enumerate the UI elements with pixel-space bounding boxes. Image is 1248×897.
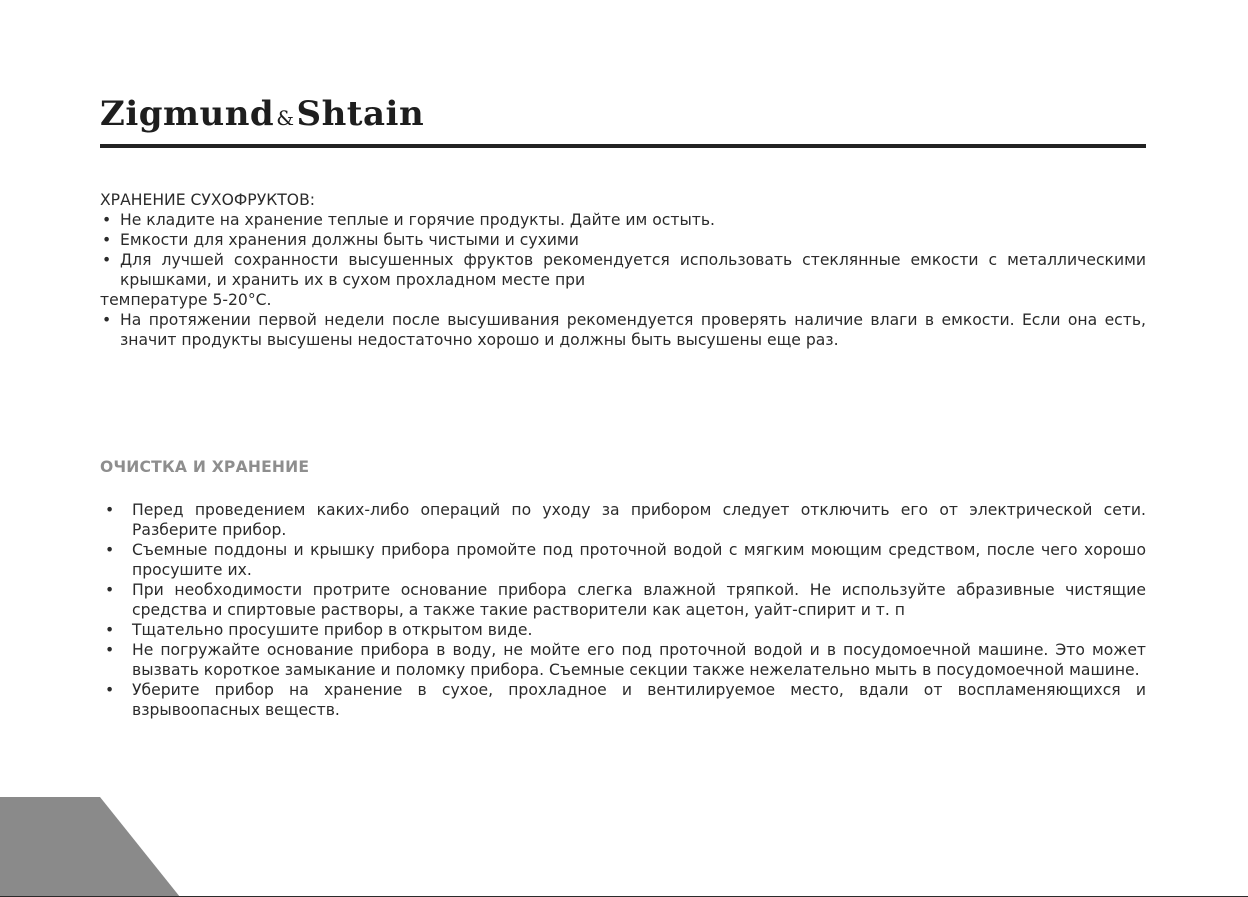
list-item <box>100 210 1146 230</box>
storage-section <box>100 190 1146 350</box>
list-item <box>100 310 1146 350</box>
list-item-text: Перед проведением каких-либо операций по уходу за прибором следует отключить его от электрической сети. Разберите прибор. <box>132 501 1146 539</box>
list-item <box>100 620 1146 640</box>
corner-decoration <box>0 797 180 897</box>
cleaning-section <box>100 500 1146 720</box>
bullet-icon: • <box>102 211 112 229</box>
list-item <box>100 500 1146 540</box>
list-item-text: Тщательно просушите прибор в открытом виде. <box>132 621 533 639</box>
list-item <box>100 250 1146 290</box>
bullet-icon: • <box>105 641 115 659</box>
list-item-text: Для лучшей сохранности высушенных фруктов рекомендуется использовать стеклянные емкости с металлическими крышками, и хранить их в сухом прохладном месте при <box>120 251 1146 289</box>
list-item-text: Уберите прибор на хранение в сухое, прохладное и вентилируемое место, вдали от воспламеняющихся и взрывоопасных веществ. <box>132 681 1146 719</box>
storage-list <box>100 210 1146 290</box>
list-item-text: Не погружайте основание прибора в воду, не мойте его под проточной водой и в посудомоечной машине. Это может вызвать короткое замыкание и поломку прибора. Съемные секции также нежелательно мыть в посудомоечной машине. <box>132 641 1146 679</box>
storage-list-continued <box>100 310 1146 350</box>
list-item <box>100 540 1146 580</box>
list-item <box>100 640 1146 680</box>
cleaning-section-title: ОЧИСТКА И ХРАНЕНИЕ <box>100 458 310 476</box>
bullet-icon: • <box>102 231 112 249</box>
header-divider <box>100 144 1146 148</box>
list-item-text: На протяжении первой недели после высушивания рекомендуется проверять наличие влаги в емкости. Если она есть, значит продукты высушены недостаточно хорошо и должны быть высушены еще раз. <box>120 311 1146 349</box>
storage-section-title: ХРАНЕНИЕ СУХОФРУКТОВ: <box>100 191 316 209</box>
bullet-icon: • <box>102 311 112 329</box>
list-item <box>100 680 1146 720</box>
storage-tail-text: температуре 5-20°С. <box>100 291 272 309</box>
brand-name-part2: Shtain <box>296 94 425 134</box>
list-item <box>100 580 1146 620</box>
bullet-icon: • <box>105 681 115 699</box>
brand-ampersand: & <box>276 106 295 130</box>
list-item-text: Съемные поддоны и крышку прибора промойте под проточной водой с мягким моющим средством, после чего хорошо просушите их. <box>132 541 1146 579</box>
list-item <box>100 230 1146 250</box>
corner-shape <box>0 797 180 897</box>
brand-logo <box>100 94 424 134</box>
bullet-icon: • <box>105 541 115 559</box>
list-item-text: Емкости для хранения должны быть чистыми и сухими <box>120 231 579 249</box>
bullet-icon: • <box>102 251 112 269</box>
bullet-icon: • <box>105 621 115 639</box>
brand-name-part1: Zigmund <box>100 94 275 134</box>
bullet-icon: • <box>105 501 115 519</box>
list-item-text: Не кладите на хранение теплые и горячие продукты. Дайте им остыть. <box>120 211 716 229</box>
bullet-icon: • <box>105 581 115 599</box>
list-item-text: При необходимости протрите основание прибора слегка влажной тряпкой. Не используйте абразивные чистящие средства и спиртовые растворы, а также такие растворители как ацетон, уайт-спирит и т. п <box>132 581 1146 619</box>
cleaning-list <box>100 500 1146 720</box>
